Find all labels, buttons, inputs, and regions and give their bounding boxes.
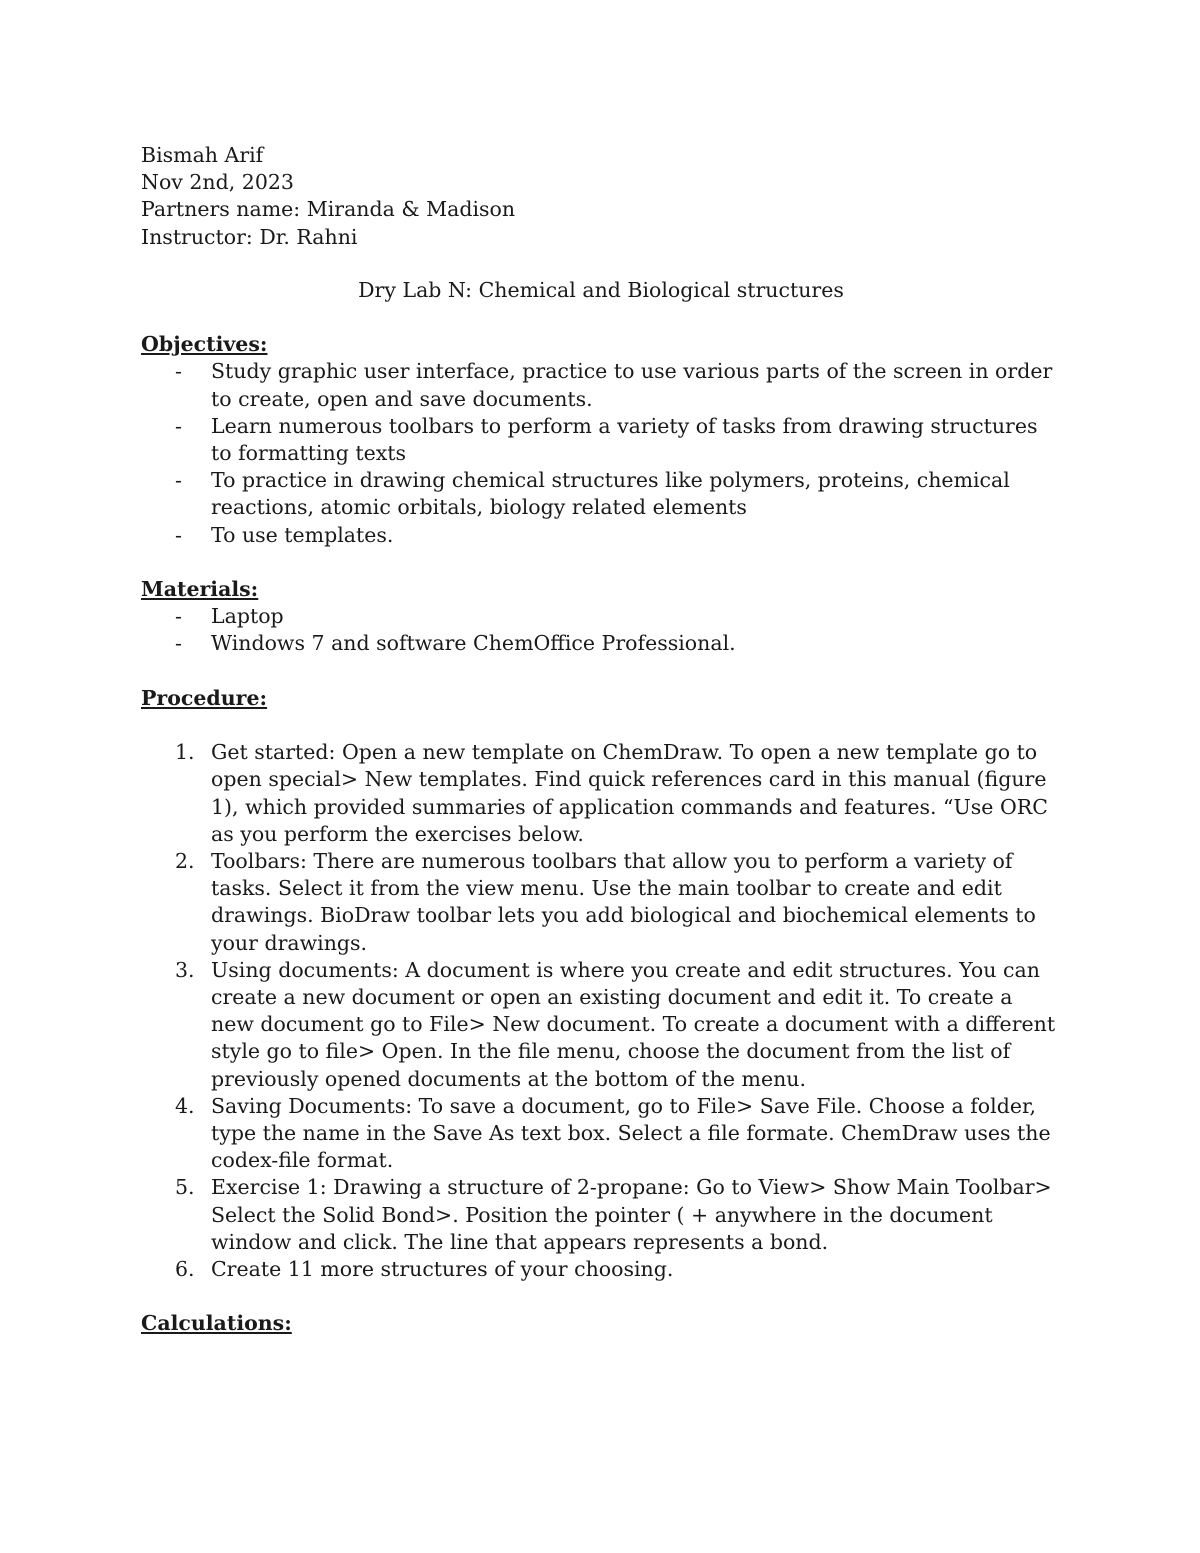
procedure-heading: Procedure: <box>141 685 268 710</box>
dash-bullet: - <box>175 604 182 629</box>
spacer <box>141 549 1061 576</box>
objective-text: To practice in drawing chemical structures like polymers, proteins, chemical reactions, atomic orbitals, biology related elements <box>211 468 1010 520</box>
list-item <box>141 1174 1061 1256</box>
list-item <box>141 848 1061 957</box>
procedure-section <box>141 685 1061 1283</box>
step-text: Saving Documents: To save a document, go to File> Save File. Choose a folder, type the name in the Save As text box. Select a file formate. ChemDraw uses the codex-file format. <box>211 1093 1051 1173</box>
step-number: 1. <box>175 740 195 765</box>
list-item <box>141 603 1061 630</box>
step-text: Using documents: A document is where you create and edit structures. You can create a new document or open an existing document and edit it. To create a new document go to File> New document. To create a document with a different style go to file> Open. In the file menu, choose the document from the list of previously opened documents at the bottom of the menu. <box>211 957 1056 1091</box>
list-item <box>141 358 1061 412</box>
document-title: Dry Lab N: Chemical and Biological structures <box>358 277 844 302</box>
header-block <box>141 142 1061 251</box>
step-text: Exercise 1: Drawing a structure of 2-propane: Go to View> Show Main Toolbar> Select the Solid Bond>. Position the pointer ( + anywhere in the document window and click. The line that appears represents a bond. <box>211 1175 1052 1254</box>
list-item <box>141 630 1061 657</box>
list-item <box>141 1256 1061 1283</box>
materials-heading: Materials: <box>141 577 259 602</box>
document-page <box>141 142 1061 1338</box>
material-text: Windows 7 and software ChemOffice Professional. <box>211 631 736 656</box>
step-number: 5. <box>175 1175 195 1200</box>
step-number: 2. <box>175 849 195 874</box>
materials-list <box>141 603 1061 657</box>
dash-bullet: - <box>175 522 182 547</box>
calculations-section <box>141 1310 1061 1337</box>
step-number: 4. <box>175 1093 195 1118</box>
objective-text: To use templates. <box>211 522 394 547</box>
dash-bullet: - <box>175 468 182 493</box>
step-number: 3. <box>175 957 195 982</box>
spacer <box>141 658 1061 685</box>
dash-bullet: - <box>175 413 182 438</box>
spacer <box>141 1283 1061 1310</box>
material-text: Laptop <box>211 604 284 629</box>
step-text: Toolbars: There are numerous toolbars that allow you to perform a variety of tasks. Select it from the view menu. Use the main toolbar to create and edit drawings. BioDraw toolbar lets you add biological and biochemical elements to your drawings. <box>211 849 1036 955</box>
objective-text: Learn numerous toolbars to perform a variety of tasks from drawing structures to formatting texts <box>211 413 1038 466</box>
objectives-heading: Objectives: <box>141 332 268 357</box>
procedure-list <box>141 739 1061 1283</box>
step-text: Get started: Open a new template on ChemDraw. To open a new template go to open special> New templates. Find quick references card in this manual (figure 1), which provided summaries of application commands and features. “Use ORC as you perform the exercises below. <box>211 740 1048 846</box>
author-name: Bismah Arif <box>141 143 264 167</box>
objectives-section <box>141 331 1061 549</box>
list-item <box>141 739 1061 848</box>
partners-line: Partners name: Miranda & Madison <box>141 197 516 222</box>
spacer <box>141 304 1061 331</box>
spacer <box>141 712 1061 739</box>
list-item <box>141 1093 1061 1175</box>
objective-text: Study graphic user interface, practice to use various parts of the screen in order to create, open and save documents. <box>211 359 1053 411</box>
list-item <box>141 957 1061 1093</box>
list-item <box>141 413 1061 467</box>
list-item <box>141 522 1061 549</box>
step-text: Create 11 more structures of your choosing. <box>211 1257 674 1282</box>
materials-section <box>141 576 1061 658</box>
list-item <box>141 467 1061 521</box>
objectives-list <box>141 358 1061 548</box>
step-number: 6. <box>175 1257 195 1282</box>
dash-bullet: - <box>175 359 182 384</box>
report-date: Nov 2nd, 2023 <box>141 170 294 195</box>
instructor-line: Instructor: Dr. Rahni <box>141 224 358 249</box>
dash-bullet: - <box>175 631 182 656</box>
calculations-heading: Calculations: <box>141 1311 292 1336</box>
